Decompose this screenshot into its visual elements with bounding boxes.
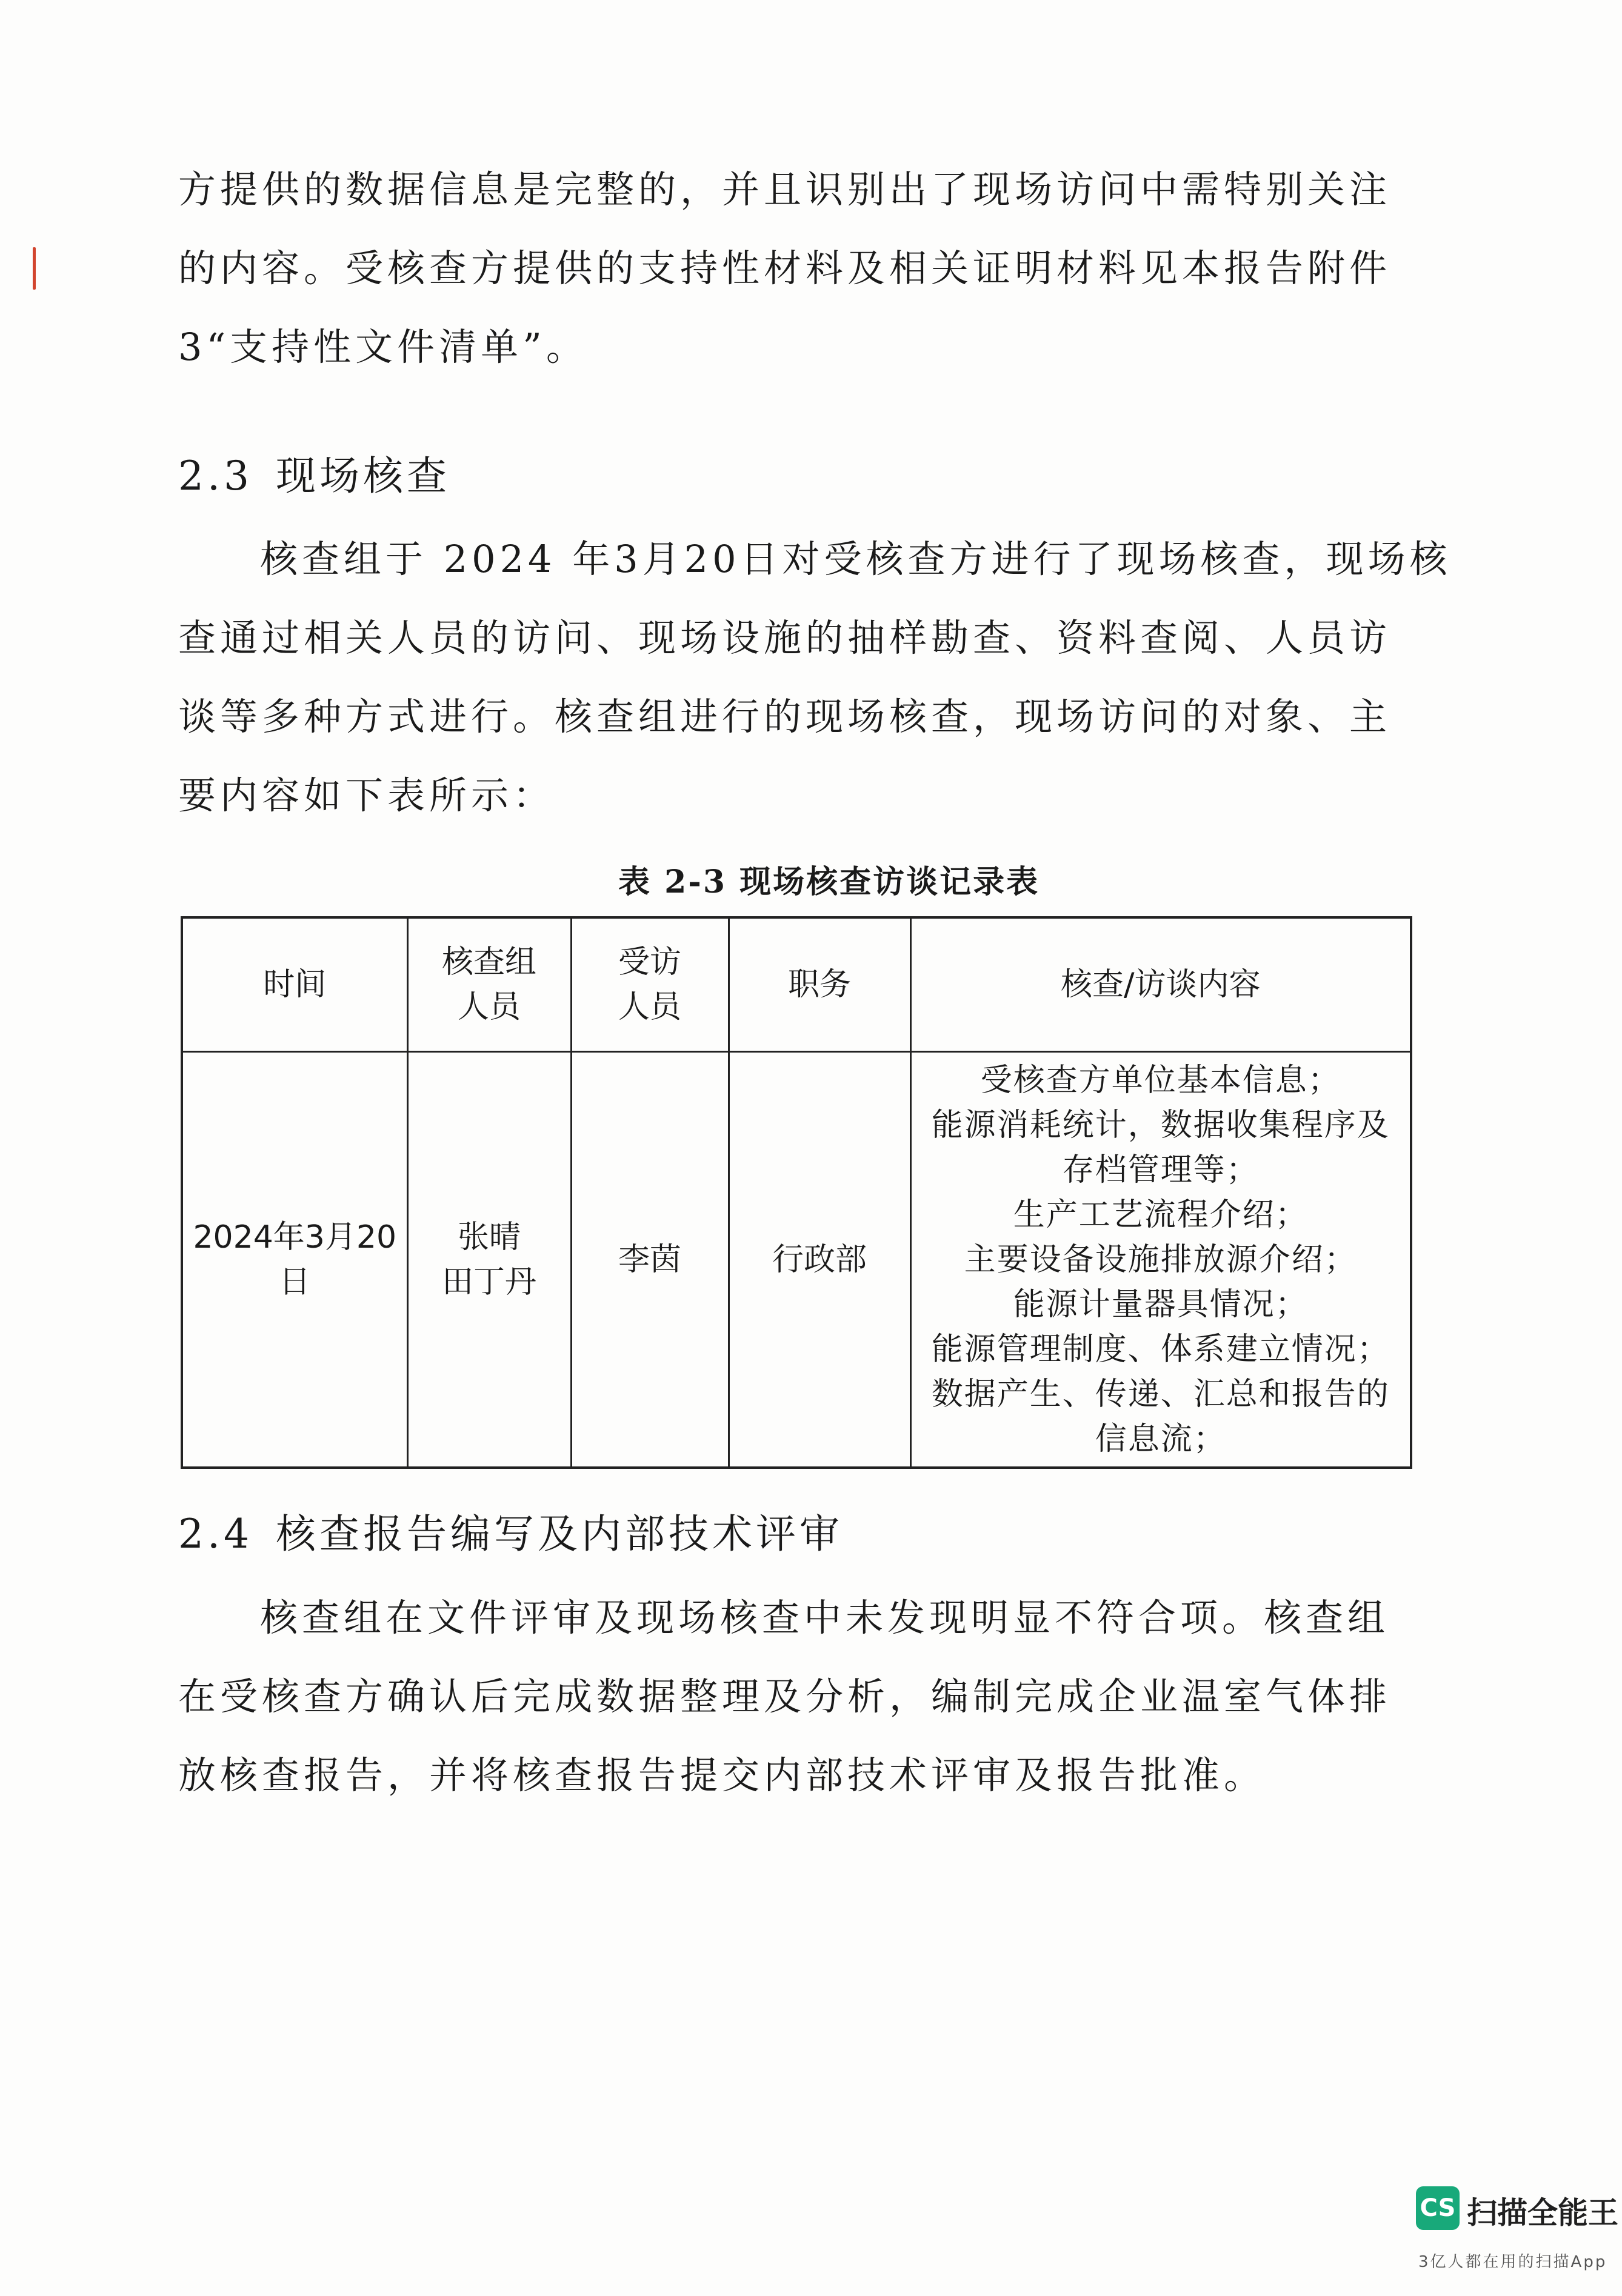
- header-position: 职务: [729, 917, 910, 1052]
- camscanner-slogan: 3亿人都在用的扫描App: [1418, 2253, 1607, 2271]
- intro-paragraph: [178, 150, 1390, 387]
- section-heading-2-4: [178, 1502, 843, 1559]
- cell-team: 张晴 田丁丹: [407, 1052, 571, 1468]
- header-time: 时间: [182, 917, 407, 1052]
- section-number: 2.3: [178, 453, 253, 499]
- table-row: [182, 1052, 1411, 1468]
- section-number: 2.4: [178, 1511, 253, 1557]
- intro-line: 3“支持性文件清单”。: [178, 325, 588, 369]
- paragraph-line: 查通过相关人员的访问、现场设施的抽样勘查、资料查阅、人员访: [178, 616, 1392, 660]
- camscanner-app-name: 扫描全能王: [1467, 2195, 1618, 2231]
- paragraph-line: 在受核查方确认后完成数据整理及分析，编制完成企业温室气体排: [178, 1674, 1392, 1719]
- content-item: 受核查方单位基本信息；: [980, 1062, 1341, 1099]
- paragraph-line: 核查组在文件评审及现场核查中未发现明显不符合项。核查组: [260, 1596, 1390, 1640]
- content-item: 存档管理等；: [1062, 1151, 1259, 1188]
- header-team: 核查组 人员: [407, 917, 571, 1052]
- margin-red-mark: [33, 247, 36, 290]
- intro-line: 方提供的数据信息是完整的，并且识别出了现场访问中需特别关注: [178, 167, 1392, 211]
- section-title: 核查报告编写及内部技术评审: [275, 1511, 843, 1557]
- table-header-row: [182, 917, 1411, 1052]
- content-item: 能源计量器具情况；: [1013, 1286, 1308, 1323]
- paragraph-line: 谈等多种方式进行。核查组进行的现场核查，现场访问的对象、主: [178, 694, 1392, 739]
- header-content: 核查/访谈内容: [910, 917, 1411, 1052]
- section-2-4-paragraph: [178, 1579, 1390, 1815]
- cell-interviewee: 李茵: [571, 1052, 729, 1468]
- content-item: 数据产生、传递、汇总和报告的: [931, 1376, 1390, 1413]
- paragraph-line: 核查组于 2024 年3月20日对受核查方进行了现场核查，现场核: [260, 537, 1452, 581]
- paragraph-line: 要内容如下表所示：: [178, 773, 555, 817]
- section-title: 现场核查: [275, 453, 450, 499]
- section-heading-2-3: [178, 444, 450, 501]
- table-caption: 表 2-3 现场核查访谈记录表: [618, 863, 1040, 900]
- paragraph-line: 放核查报告，并将核查报告提交内部技术评审及报告批准。: [178, 1753, 1266, 1797]
- section-2-3-paragraph: [178, 520, 1452, 835]
- content-item: 能源管理制度、体系建立情况；: [931, 1331, 1390, 1368]
- content-item: 主要设备设施排放源介绍；: [964, 1241, 1357, 1278]
- cell-time: 2024年3月20 日: [182, 1052, 407, 1468]
- content-item: 信息流；: [1095, 1420, 1226, 1457]
- cell-content: [910, 1052, 1411, 1468]
- cell-position: 行政部: [729, 1052, 910, 1468]
- content-item: 生产工艺流程介绍；: [1013, 1196, 1308, 1233]
- header-interviewee: 受访 人员: [571, 917, 729, 1052]
- camscanner-logo-icon: CS: [1416, 2186, 1460, 2230]
- intro-line: 的内容。受核查方提供的支持性材料及相关证明材料见本报告附件: [178, 246, 1392, 290]
- content-item: 能源消耗统计，数据收集程序及: [931, 1106, 1390, 1143]
- interview-record-table: [181, 916, 1412, 1469]
